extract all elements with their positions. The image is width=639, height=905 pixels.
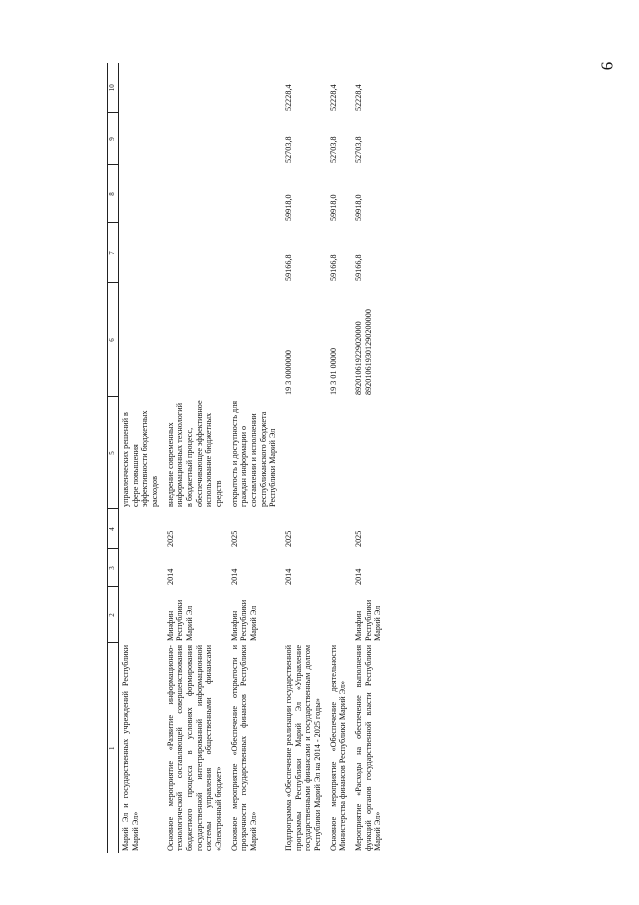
cell-value-9 [224,113,278,165]
table-row [224,63,278,853]
cell-executor: Минфин Республики Марий Эл [354,599,383,641]
cell-value-9: 52703,8 [284,136,294,163]
cell-end-year [119,509,160,549]
cell-value-8 [119,165,160,223]
cell-code: 19 3 01 00000 [328,347,338,395]
cell-value-10: 52228,4 [354,84,364,111]
cell-end-year: 2025 [354,530,364,547]
cell-result [323,397,348,509]
cell-start-year: 2014 [229,568,239,585]
header-row [108,63,119,853]
cell-code-line-2: 892010619301290200000 [363,309,373,395]
table-row [278,63,323,853]
cell-start-year [119,549,160,587]
col-header-6: 6 [108,283,119,397]
cell-name: Мероприятие «Расходы на обеспечение выполнения функций органов государственной власти Республики Марий Эл» [354,645,383,851]
cell-start-year: 2014 [165,568,175,585]
cell-value-9 [160,113,224,165]
cell-value-7 [160,223,224,283]
col-header-2: 2 [108,587,119,643]
col-header-1: 1 [108,643,119,853]
col-header-9: 9 [108,113,119,165]
table-row [119,63,160,853]
cell-end-year: 2025 [229,530,239,547]
cell-end-year: 2025 [284,530,294,547]
cell-value-10: 52228,4 [328,84,338,111]
table-row [348,63,383,853]
cell-start-year [323,549,348,587]
cell-code: 19 3 0000000 [284,349,294,395]
cell-result: внедрение современных информационных технологий в бюджетный процесс, обеспечивающее эффективное использование бюджетных средств [165,400,224,507]
cell-value-10 [224,63,278,113]
cell-executor: Минфин Республики Марий Эл [165,599,195,641]
cell-executor [323,587,348,643]
cell-name: Основное мероприятие «Развитие информационно-технологической составляющей совершенствования бюджетного процесса в условиях формирования государственной интегрированной информационной системы управления общественными финансами «Электронный бюджет» [165,645,224,851]
budget-table [107,63,383,853]
cell-end-year: 2025 [165,530,175,547]
cell-code [160,283,224,397]
cell-value-7 [224,223,278,283]
cell-result: управленческих решений в сфере повышения эффективности бюджетных расходов [121,410,160,507]
cell-executor [119,587,160,643]
page-number: 9 [597,61,617,71]
cell-value-8: 59918,0 [354,194,364,221]
cell-value-8: 59918,0 [284,194,294,221]
cell-value-10 [119,63,160,113]
table-row [323,63,348,853]
cell-end-year [323,509,348,549]
cell-value-8 [224,165,278,223]
col-header-8: 8 [108,165,119,223]
cell-value-8 [160,165,224,223]
cell-value-10 [160,63,224,113]
cell-value-9 [119,113,160,165]
cell-executor: Минфин Республики Марий Эл [229,599,259,641]
cell-result: открытость и доступность для граждан информации о составлении и исполнении республиканского бюджета Республики Марий Эл [229,400,278,507]
cell-value-9: 52703,8 [354,136,364,163]
cell-name: Марий Эл и государственных учреждений Республики Марий Эл» [121,645,140,851]
col-header-10: 10 [108,63,119,113]
cell-value-8: 59918,0 [328,194,338,221]
table-row [160,63,224,853]
rotated-table-container [107,63,587,853]
cell-value-7: 59166,8 [328,254,338,281]
cell-value-7: 59166,8 [354,254,364,281]
cell-value-7: 59166,8 [284,254,294,281]
cell-executor [278,587,323,643]
col-header-4: 4 [108,509,119,549]
cell-value-7 [119,223,160,283]
col-header-7: 7 [108,223,119,283]
cell-start-year: 2014 [284,568,294,585]
cell-value-9: 52703,8 [328,136,338,163]
cell-name: Подпрограмма «Обеспечение реализации государственной программы Республики Марий Эл «Управление государственными финансами и государственным долгом Республики Марий Эл на 2014 - 2025 годы» [284,645,323,851]
cell-code [348,283,383,397]
cell-code-line-1: 892010619229020000 [354,321,364,395]
cell-result [278,397,323,509]
cell-code [224,283,278,397]
cell-value-10: 52228,4 [284,84,294,111]
col-header-3: 3 [108,549,119,587]
cell-name: Основное мероприятие «Обеспечение открытости и прозрачности государственных финансов Республики Марий Эл» [229,645,259,851]
cell-name: Основное мероприятие «Обеспечение деятельности Министерства финансов Республики Марий Эл» [328,645,348,851]
cell-result [348,397,383,509]
col-header-5: 5 [108,397,119,509]
cell-start-year: 2014 [354,568,364,585]
cell-code [119,283,160,397]
